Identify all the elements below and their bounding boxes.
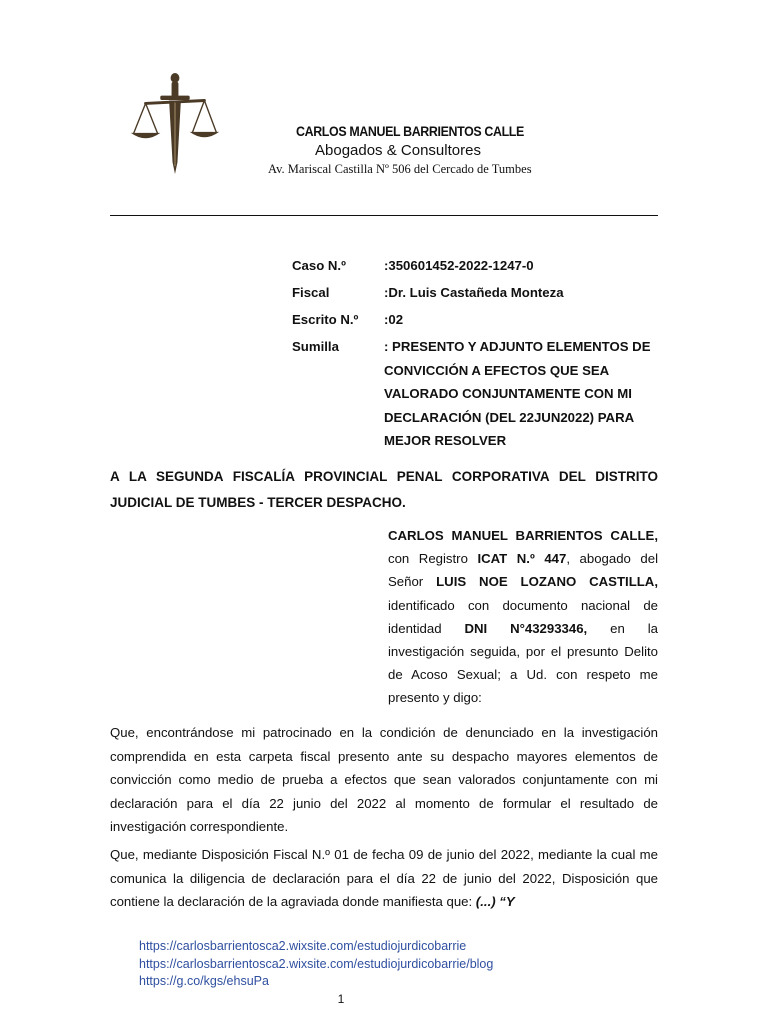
case-row-escrito [292, 310, 658, 329]
dni-number: DNI N°43293346, [464, 620, 588, 636]
summary-value: : PRESENTO Y ADJUNTO ELEMENTOS DE CONVICCIÓN A EFECTOS QUE SEA VALORADO CONJUNTAMENTE CON MI DECLARACIÓN (DEL 22JUN2022) PARA MEJOR RESOLVER [384, 339, 651, 448]
firm-subtitle: Abogados & Consultores [315, 142, 481, 159]
intro-rest-text: en la investigación seguida, por el presunto Delito de Acoso Sexual; a Ud. con respeto me presento y digo: [388, 620, 658, 706]
lawyer-name-inline: CARLOS MANUEL BARRIENTOS CALLE, [388, 528, 658, 543]
lawyer-name: CARLOS MANUEL BARRIENTOS CALLE [296, 124, 524, 139]
blog-link[interactable]: https://carlosbarrientosca2.wixsite.com/estudiojurdicobarrie/blog [139, 956, 494, 971]
body-paragraph-2-text: Que, mediante Disposición Fiscal N.º 01 de fecha 09 de junio del 2022, mediante la cual me comunica la diligencia de declaración para el día 22 de junio del 2022, Disposición que contiene la declaración de la agraviada donde manifiesta que: [110, 847, 658, 909]
case-row-fiscal [292, 283, 658, 302]
prosecutor-value: :Dr. Luis Castañeda Monteza [384, 285, 564, 300]
case-number-value: :350601452-2022-1247-0 [384, 258, 534, 273]
case-info-table [292, 256, 658, 461]
page-number: 1 [337, 992, 345, 1006]
brief-number-value: :02 [384, 312, 404, 327]
client-name: LUIS NOE LOZANO CASTILLA, [436, 574, 658, 590]
icat-number: ICAT N.º 447 [477, 551, 567, 567]
dagger-scales-of-justice-icon [126, 72, 224, 176]
header-divider [110, 215, 658, 216]
registry-text: con Registro [388, 551, 478, 567]
prosecutor-label: Fiscal [292, 285, 330, 300]
brief-number-label: Escrito N.º [292, 312, 359, 327]
case-number-label: Caso N.º [292, 258, 346, 273]
case-row-sumilla [292, 337, 658, 453]
identified-text: identificado con documento nacional de identidad [388, 597, 658, 636]
firm-address: Av. Mariscal Castilla Nº 506 del Cercado de Tumbes [268, 162, 532, 176]
quote-start: (...) “Y [475, 894, 515, 909]
lawyer-of-text: , abogado del Señor [388, 551, 659, 590]
intro-paragraph [388, 524, 658, 710]
google-profile-link[interactable]: https://g.co/kgs/ehsuPa [139, 974, 269, 988]
addressee-heading: A LA SEGUNDA FISCALÍA PROVINCIAL PENAL CORPORATIVA DEL DISTRITO JUDICIAL DE TUMBES - TERCER DESPACHO. [110, 469, 658, 510]
body-paragraph-1: Que, encontrándose mi patrocinado en la condición de denunciado en la investigación comprendida en esta carpeta fiscal presento ante su despacho mayores elementos de convicción como medio de prueba a efectos que sean valorados conjuntamente con mi declaración para el día 22 junio del 2022 al momento de formular el resultado de investigación correspondiente. [110, 725, 658, 834]
footer-links [139, 938, 493, 991]
case-row-caso [292, 256, 658, 275]
summary-label: Sumilla [292, 339, 339, 354]
website-link[interactable]: https://carlosbarrientosca2.wixsite.com/estudiojurdicobarrie [139, 939, 467, 953]
body-paragraph-2 [110, 843, 658, 914]
